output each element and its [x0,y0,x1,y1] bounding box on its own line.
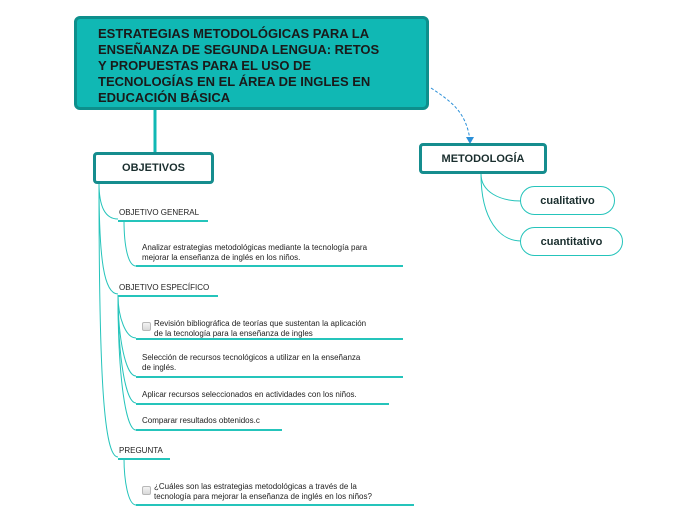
central-topic-line: TECNOLOGÍAS EN EL ÁREA DE INGLES EN [98,74,371,89]
text-line: Selección de recursos tecnológicos a utilizar en la enseñanza [142,353,361,362]
metodologia-node[interactable] [419,143,547,174]
especifico-item-4[interactable] [142,416,260,426]
connector-cualitativo [481,174,521,201]
objetivo-general-text[interactable] [142,243,367,262]
connector-pregunta [99,183,118,457]
cualitativo-label: cualitativo [540,194,595,207]
pregunta-text[interactable] [154,482,372,501]
connector-esp-1 [118,295,136,338]
text-line: de la tecnología para la enseñanza de ingles [154,328,313,338]
text-line: Comparar resultados obtenidos.c [142,416,260,425]
connector-cuantitativo [481,174,521,241]
central-topic[interactable] [74,16,429,110]
central-topic-line: ESTRATEGIAS METODOLÓGICAS PARA LA [98,26,370,41]
central-topic-line: Y PROPUESTAS PARA EL USO DE [98,58,312,73]
central-topic-line: EDUCACIÓN BÁSICA [98,90,231,105]
text-line: Analizar estrategias metodológicas mediante la tecnología para [142,243,368,252]
objetivos-node[interactable] [93,152,214,184]
especifico-item-1[interactable] [154,319,366,338]
text-line: tecnología para mejorar la enseñanza de inglés en los niños? [154,491,372,501]
connector-objetivo-general [99,183,118,219]
connector-esp-2 [118,295,136,376]
checkbox-icon[interactable] [142,322,151,331]
connector-pregunta-text [124,458,136,505]
text-line: ¿Cuáles son las estrategias metodológicas a través de la [154,482,357,491]
especifico-item-3[interactable] [142,390,357,400]
cuantitativo-label: cuantitativo [540,235,603,248]
connector-general-text [124,220,136,266]
especifico-item-2[interactable] [142,353,360,372]
text-line: Aplicar recursos seleccionados en actividades con los niños. [142,390,357,399]
pregunta-label[interactable]: PREGUNTA [119,446,163,455]
cualitativo-node[interactable] [520,186,615,215]
text-line: Revisión bibliográfica de teorías que sustentan la aplicación [154,319,367,328]
central-topic-line: ENSEÑANZA DE SEGUNDA LENGUA: RETOS [98,42,380,57]
objetivo-general-label[interactable]: OBJETIVO GENERAL [119,208,200,217]
cuantitativo-node[interactable] [520,227,623,256]
objetivo-especifico-label[interactable]: OBJETIVO ESPECÍFICO [119,283,210,292]
connector-objetivo-especifico [99,183,118,294]
checkbox-icon[interactable] [142,486,151,495]
objetivos-title: OBJETIVOS [122,162,185,174]
connector-esp-3 [118,295,136,403]
text-line: de inglés. [142,362,177,372]
metodologia-title: METODOLOGÍA [441,152,525,165]
connector-esp-4 [118,295,136,430]
connector-central-metodologia [431,88,470,140]
text-line: mejorar la enseñanza de inglés en los niños. [142,252,301,262]
